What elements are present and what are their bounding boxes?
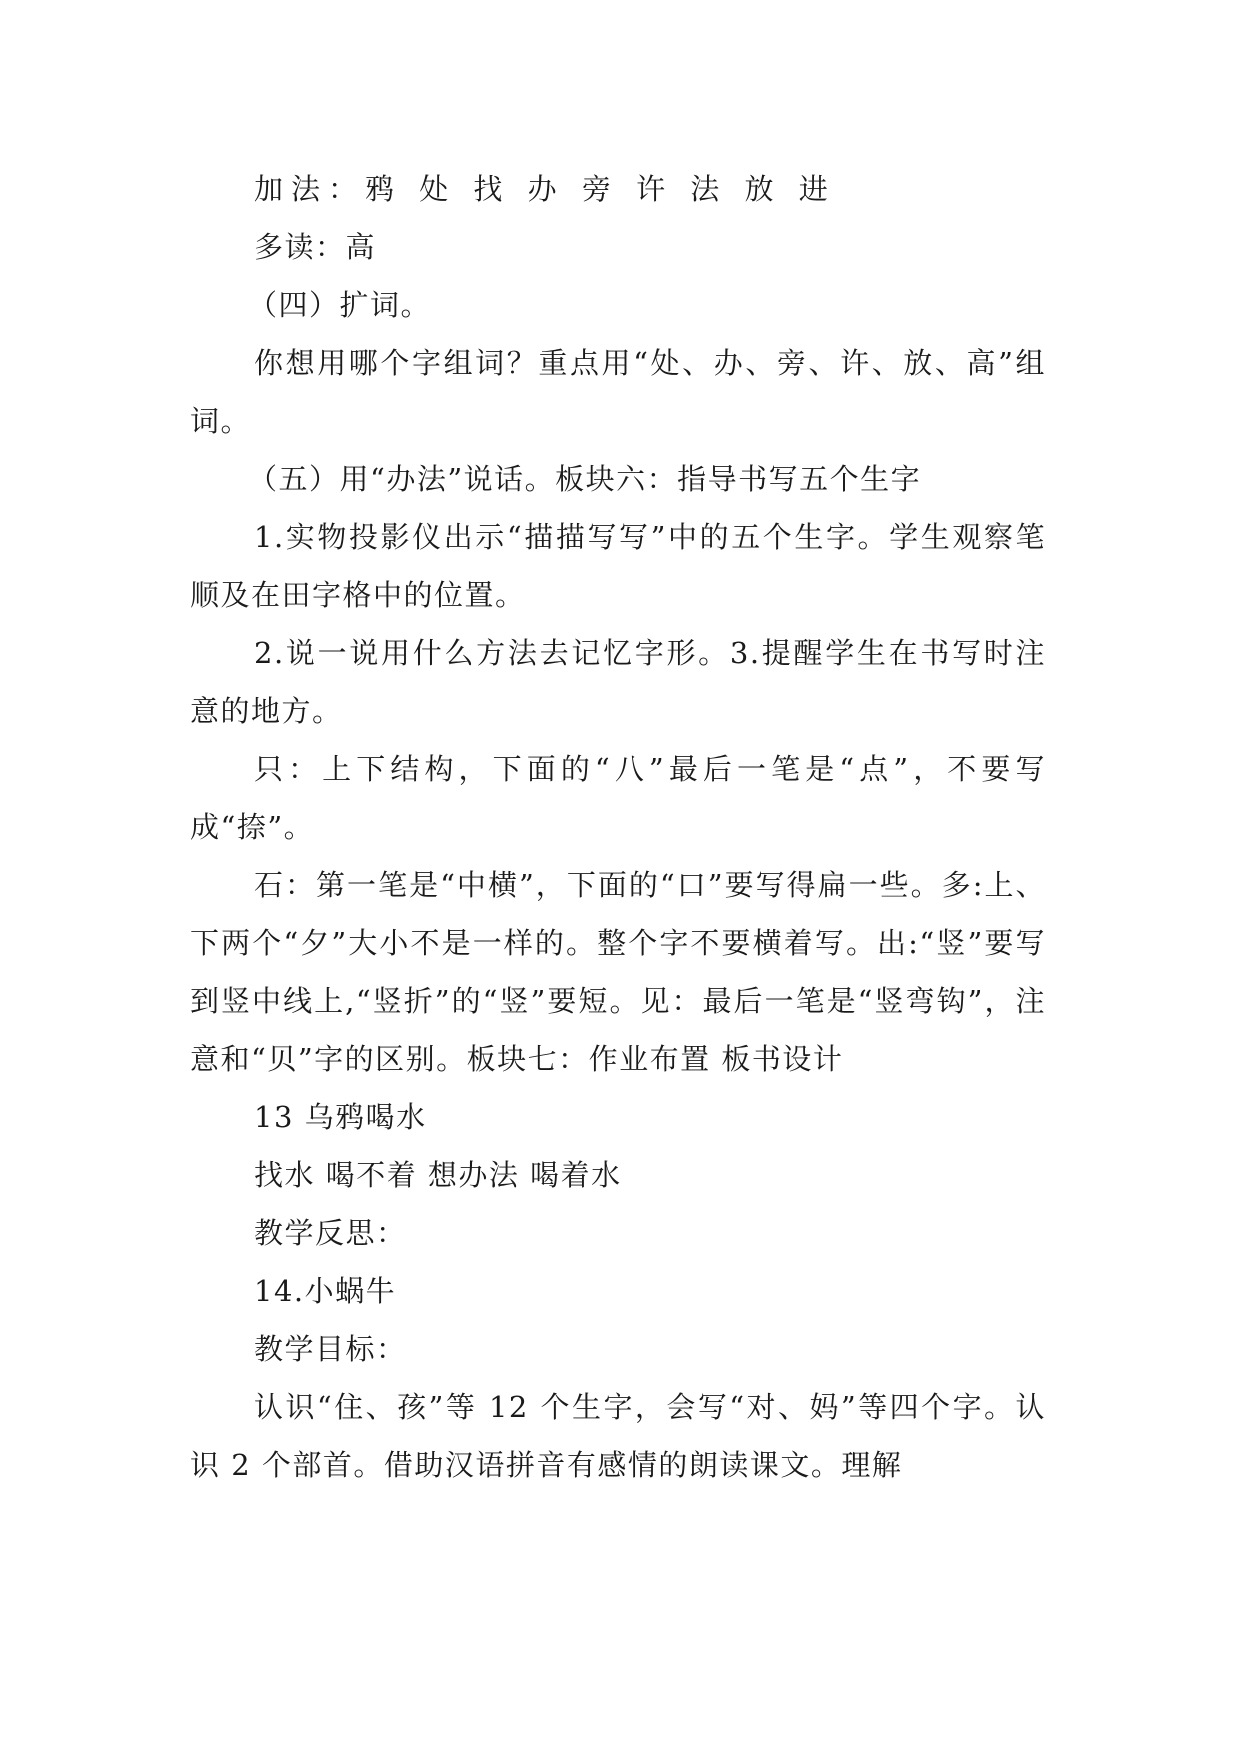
paragraph-expand-words-heading: （四）扩词。: [248, 288, 432, 322]
document-body: [190, 160, 1046, 1494]
paragraph-addition-method: 加法：鸦 处 找 办 旁 许 法 放 进: [254, 172, 836, 206]
paragraph-board-outline: 找水 喝不着 想办法 喝着水: [254, 1158, 622, 1192]
paragraph-step-one: 1.实物投影仪出示“描描写写”中的五个生字。学生观察笔顺及在田字格中的位置。: [190, 520, 1046, 612]
paragraph-character-notes: 石：第一笔是“中横”，下面的“口”要写得扁一些。多:上、下两个“夕”大小不是一样的。整个字不要横着写。出:“竖”要写到竖中线上,“竖折”的“竖”要短。见：最后一笔是“竖弯钩”，注意和“贝”字的区别。板块七：作业布置 板书设计: [190, 868, 1046, 1076]
paragraph-lesson-13-title: 13 乌鸦喝水: [254, 1100, 427, 1134]
paragraph-teaching-goals: 认识“住、孩”等 12 个生字，会写“对、妈”等四个字。认识 2 个部首。借助汉语拼音有感情的朗读课文。理解: [190, 1390, 1046, 1482]
paragraph-step-two-three: 2.说一说用什么方法去记忆字形。3.提醒学生在书写时注意的地方。: [190, 636, 1046, 728]
paragraph-read-more: 多读：高: [254, 230, 377, 264]
paragraph-teaching-reflection: 教学反思：: [254, 1216, 407, 1250]
paragraph-lesson-14-title: 14.小蜗牛: [254, 1274, 397, 1308]
paragraph-speaking-practice: （五）用“办法”说话。板块六：指导书写五个生字: [248, 462, 922, 496]
paragraph-character-zhi: 只：上下结构，下面的“八”最后一笔是“点”，不要写成“捺”。: [190, 752, 1046, 844]
paragraph-teaching-goals-heading: 教学目标：: [254, 1332, 407, 1366]
paragraph-word-forming-question: 你想用哪个字组词？重点用“处、办、旁、许、放、高”组词。: [190, 346, 1046, 438]
